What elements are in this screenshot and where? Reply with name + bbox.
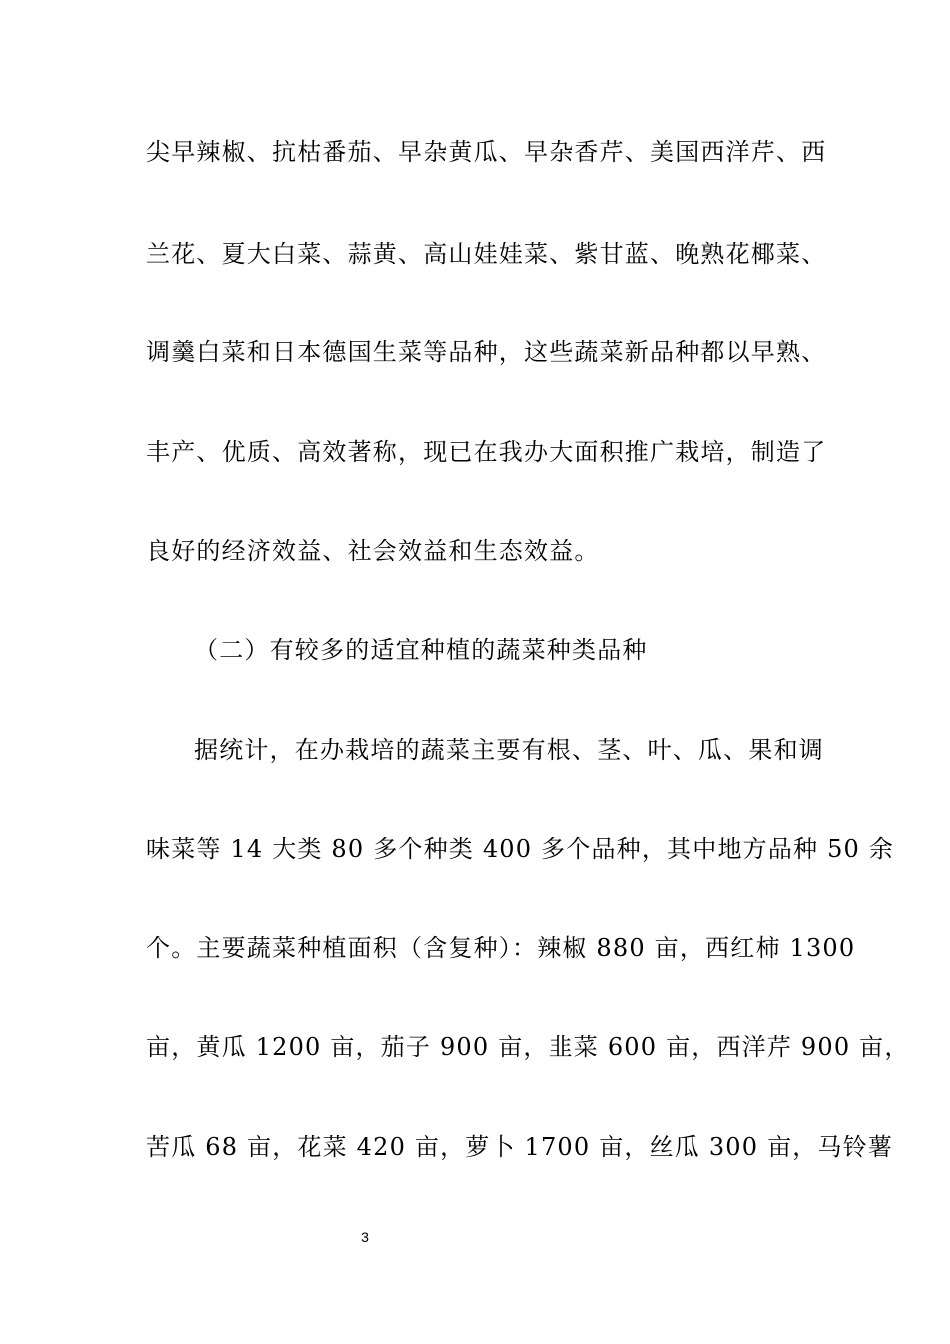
- text-line-4: 丰产、优质、高效著称，现已在我办大面积推广栽培，制造了: [146, 438, 827, 466]
- text-line-2: 兰花、夏大白菜、蒜黄、高山娃娃菜、紫甘蓝、晚熟花椰菜、: [146, 240, 827, 268]
- page-number: 3: [361, 1229, 369, 1245]
- text-line-1: 尖早辣椒、抗枯番茄、早杂黄瓜、早杂香芹、美国西洋芹、西: [146, 138, 827, 166]
- text-line-5: 良好的经济效益、社会效益和生态效益。: [146, 537, 600, 565]
- text-line-3: 调羹白菜和日本德国生菜等品种，这些蔬菜新品种都以早熟、: [146, 338, 827, 366]
- text-line-11: 苦瓜 68 亩，花菜 420 亩，萝卜 1700 亩，丝瓜 300 亩，马铃薯: [146, 1133, 894, 1161]
- text-line-10: 亩，黄瓜 1200 亩，茄子 900 亩，韭菜 600 亩，西洋芹 900 亩，: [146, 1033, 910, 1061]
- text-line-7: 据统计，在办栽培的蔬菜主要有根、茎、叶、瓜、果和调: [194, 736, 824, 764]
- text-line-9: 个。主要蔬菜种植面积（含复种）：辣椒 880 亩，西红柿 1300: [146, 934, 856, 962]
- text-line-8: 味菜等 14 大类 80 多个种类 400 多个品种，其中地方品种 50 余: [146, 835, 895, 863]
- section-heading: （二）有较多的适宜种植的蔬菜种类品种: [194, 636, 648, 664]
